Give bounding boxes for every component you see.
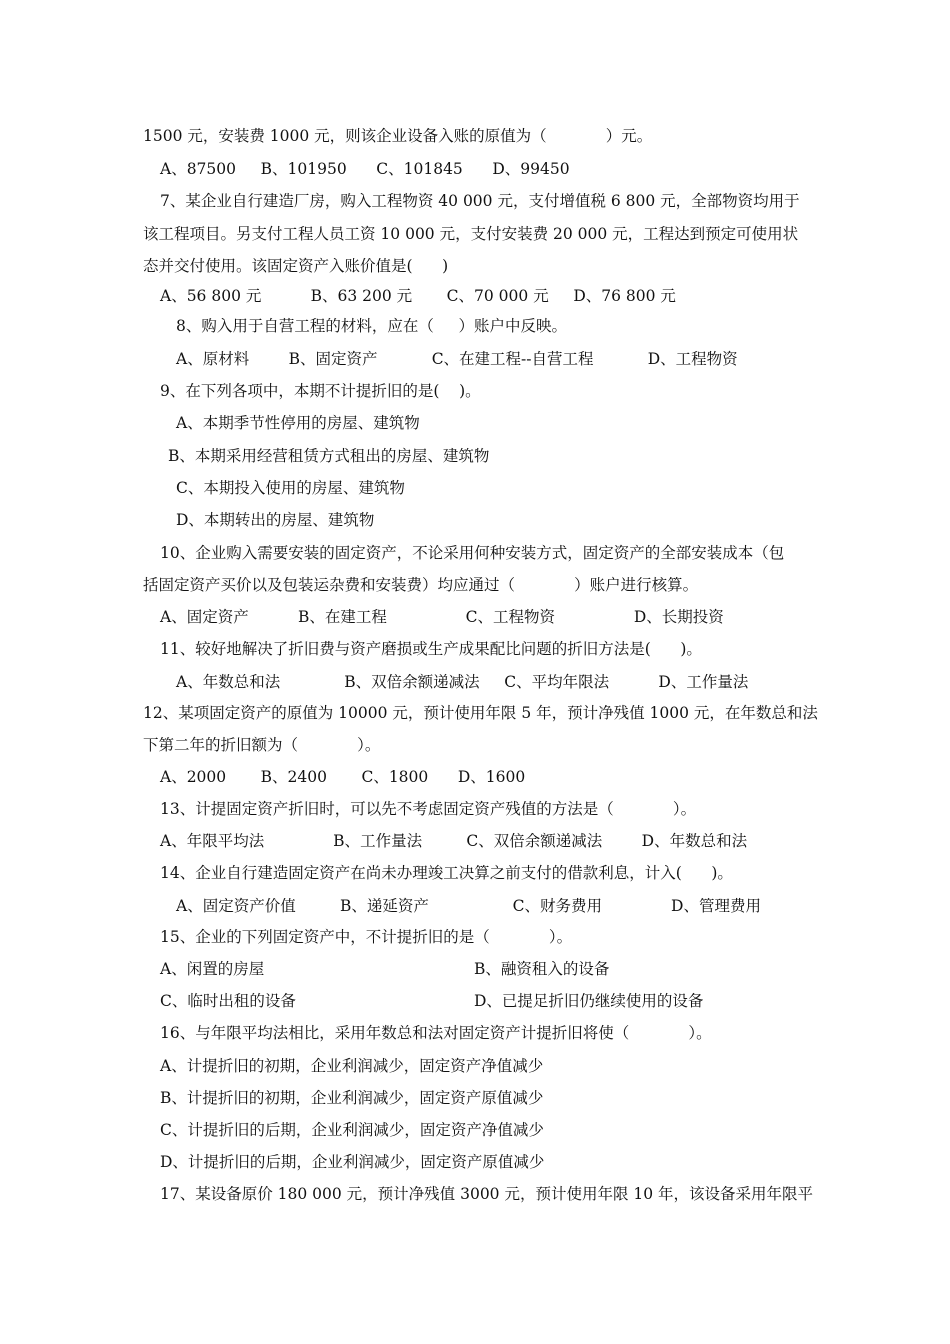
question-7: 7、某企业自行建造厂房，购入工程物资 40 000 元，支付增值税 6 800 元，全部物资均用于 xyxy=(160,192,800,210)
question-16-option-c: C、计提折旧的后期，企业利润减少，固定资产净值减少 xyxy=(160,1121,544,1139)
question-11: 11、较好地解决了折旧费与资产磨损或生产成果配比问题的折旧方法是( )。 xyxy=(160,640,702,658)
question-16-option-a: A、计提折旧的初期，企业利润减少，固定资产净值减少 xyxy=(160,1057,544,1075)
question-9-option-a: A、本期季节性停用的房屋、建筑物 xyxy=(176,414,420,432)
question-16: 16、与年限平均法相比，采用年数总和法对固定资产计提折旧将使（ ）。 xyxy=(160,1024,712,1042)
question-15-option-c: C、临时出租的设备 xyxy=(160,992,296,1010)
question-14-options: A、固定资产价值 B、递延资产 C、财务费用 D、管理费用 xyxy=(176,897,761,915)
text-line: 该工程项目。另支付工程人员工资 10 000 元，支付安装费 20 000 元，工程达到预定可使用状 xyxy=(143,225,799,243)
question-9-option-d: D、本期转出的房屋、建筑物 xyxy=(176,511,375,529)
question-15: 15、企业的下列固定资产中，不计提折旧的是（ ）。 xyxy=(160,928,573,946)
question-8-options: A、原材料 B、固定资产 C、在建工程--自营工程 D、工程物资 xyxy=(176,350,738,368)
question-10-options: A、固定资产 B、在建工程 C、工程物资 D、长期投资 xyxy=(160,608,724,626)
question-12: 12、某项固定资产的原值为 10000 元，预计使用年限 5 年，预计净残值 1000 元，在年数总和法 xyxy=(143,704,818,722)
question-9-option-b: B、本期采用经营租赁方式租出的房屋、建筑物 xyxy=(168,447,490,465)
question-17: 17、某设备原价 180 000 元，预计净残值 3000 元，预计使用年限 10 年，该设备采用年限平 xyxy=(160,1185,814,1203)
question-9: 9、在下列各项中，本期不计提折旧的是( )。 xyxy=(160,382,481,400)
question-8: 8、购入用于自营工程的材料，应在（ ）账户中反映。 xyxy=(176,317,567,335)
question-11-options: A、年数总和法 B、双倍余额递减法 C、平均年限法 D、工作量法 xyxy=(176,673,749,691)
question-13: 13、计提固定资产折旧时，可以先不考虑固定资产残值的方法是（ ）。 xyxy=(160,800,697,818)
question-12-options: A、2000 B、2400 C、1800 D、1600 xyxy=(160,768,526,786)
question-7-options: A、56 800 元 B、63 200 元 C、70 000 元 D、76 800 元 xyxy=(160,287,676,305)
text-line: 下第二年的折旧额为（ ）。 xyxy=(143,736,381,754)
text-line: 1500 元，安装费 1000 元，则该企业设备入账的原值为（ ）元。 xyxy=(143,127,653,145)
question-15-option-b: B、融资租入的设备 xyxy=(474,960,610,978)
text-line: 括固定资产买价以及包装运杂费和安装费）均应通过（ ）账户进行核算。 xyxy=(143,576,699,594)
question-6-options: A、87500 B、101950 C、101845 D、99450 xyxy=(160,160,570,178)
question-16-option-b: B、计提折旧的初期，企业利润减少，固定资产原值减少 xyxy=(160,1089,544,1107)
question-15-option-a: A、闲置的房屋 xyxy=(160,960,265,978)
question-16-option-d: D、计提折旧的后期，企业利润减少，固定资产原值减少 xyxy=(160,1153,545,1171)
question-15-option-d: D、已提足折旧仍继续使用的设备 xyxy=(474,992,704,1010)
text-line: 态并交付使用。该固定资产入账价值是( ) xyxy=(143,257,449,275)
question-10: 10、企业购入需要安装的固定资产，不论采用何种安装方式，固定资产的全部安装成本（包 xyxy=(160,544,785,562)
question-14: 14、企业自行建造固定资产在尚未办理竣工决算之前支付的借款利息，计入( )。 xyxy=(160,864,733,882)
question-13-options: A、年限平均法 B、工作量法 C、双倍余额递减法 D、年数总和法 xyxy=(160,832,748,850)
question-9-option-c: C、本期投入使用的房屋、建筑物 xyxy=(176,479,405,497)
